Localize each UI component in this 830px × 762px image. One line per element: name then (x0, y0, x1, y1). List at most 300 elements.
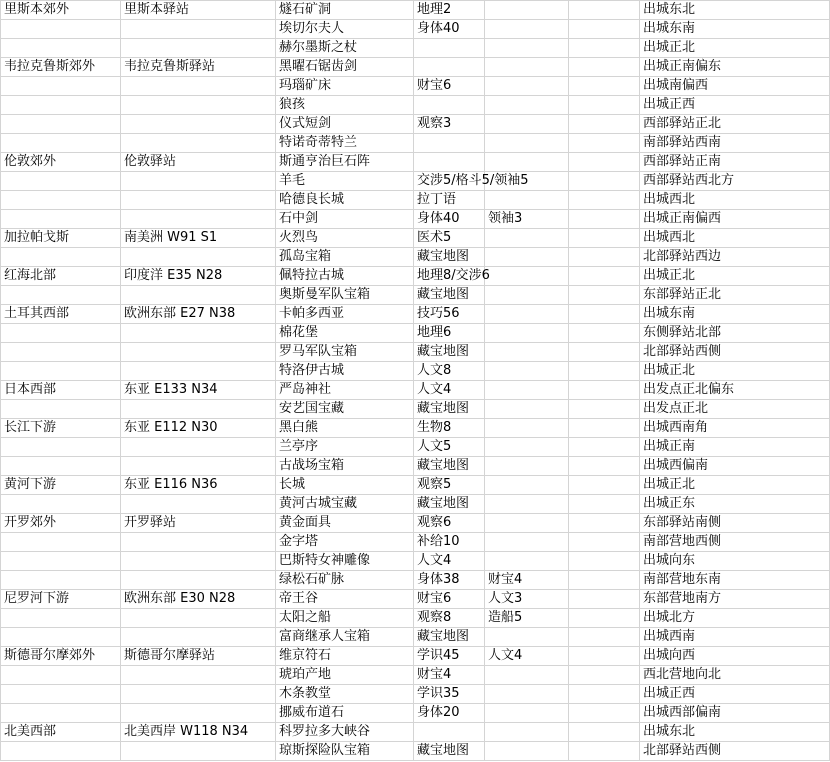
requirement-cell[interactable]: 财宝6 (414, 77, 485, 96)
region-cell[interactable] (1, 571, 121, 590)
discovery-cell[interactable]: 燧石矿洞 (276, 1, 414, 20)
requirement-cell[interactable]: 藏宝地图 (414, 628, 485, 647)
region-cell[interactable]: 斯德哥尔摩郊外 (1, 647, 121, 666)
extra-cell[interactable] (569, 552, 640, 571)
requirement2-cell[interactable] (485, 20, 569, 39)
location-cell[interactable]: 东部驿站南侧 (640, 514, 830, 533)
discovery-cell[interactable]: 安艺国宝藏 (276, 400, 414, 419)
extra-cell[interactable] (569, 457, 640, 476)
extra-cell[interactable] (569, 248, 640, 267)
region-cell[interactable]: 土耳其西部 (1, 305, 121, 324)
port-cell[interactable] (121, 134, 276, 153)
region-cell[interactable] (1, 39, 121, 58)
region-cell[interactable]: 韦拉克鲁斯郊外 (1, 58, 121, 77)
discovery-cell[interactable]: 特洛伊古城 (276, 362, 414, 381)
discovery-cell[interactable]: 仪式短剑 (276, 115, 414, 134)
requirement2-cell[interactable] (485, 248, 569, 267)
discovery-cell[interactable]: 孤岛宝箱 (276, 248, 414, 267)
port-cell[interactable] (121, 210, 276, 229)
extra-cell[interactable] (569, 704, 640, 723)
port-cell[interactable] (121, 685, 276, 704)
extra-cell[interactable] (569, 723, 640, 742)
discovery-cell[interactable]: 木条教堂 (276, 685, 414, 704)
requirement-cell[interactable]: 生物8 (414, 419, 485, 438)
extra-cell[interactable] (569, 58, 640, 77)
port-cell[interactable]: 韦拉克鲁斯驿站 (121, 58, 276, 77)
requirement-cell[interactable]: 藏宝地图 (414, 286, 485, 305)
port-cell[interactable] (121, 362, 276, 381)
table-row (1, 723, 830, 742)
discovery-cell[interactable]: 赫尔墨斯之杖 (276, 39, 414, 58)
requirement2-cell[interactable] (485, 381, 569, 400)
region-cell[interactable]: 里斯本郊外 (1, 1, 121, 20)
discovery-cell[interactable]: 特诺奇蒂特兰 (276, 134, 414, 153)
port-cell[interactable] (121, 533, 276, 552)
location-cell[interactable]: 出城正南偏西 (640, 210, 830, 229)
discovery-cell[interactable]: 火烈鸟 (276, 229, 414, 248)
table-row (1, 1, 830, 20)
port-cell[interactable]: 南美洲 W91 S1 (121, 229, 276, 248)
discovery-cell[interactable]: 琥珀产地 (276, 666, 414, 685)
location-cell[interactable]: 出城正西 (640, 96, 830, 115)
extra-cell[interactable] (569, 39, 640, 58)
requirement-cell[interactable] (414, 153, 485, 172)
table-row (1, 77, 830, 96)
discovery-cell[interactable]: 维京符石 (276, 647, 414, 666)
requirement2-cell[interactable] (485, 400, 569, 419)
requirement2-cell[interactable] (485, 1, 569, 20)
port-cell[interactable] (121, 343, 276, 362)
port-cell[interactable] (121, 172, 276, 191)
requirement-cell[interactable]: 藏宝地图 (414, 343, 485, 362)
requirement2-cell[interactable] (485, 552, 569, 571)
requirement2-cell[interactable]: 财宝4 (485, 571, 569, 590)
region-cell[interactable] (1, 685, 121, 704)
location-cell[interactable]: 出城正北 (640, 362, 830, 381)
table-row (1, 438, 830, 457)
requirement-cell[interactable]: 补给10 (414, 533, 485, 552)
requirement-cell[interactable] (414, 134, 485, 153)
port-cell[interactable]: 欧洲东部 E27 N38 (121, 305, 276, 324)
requirement-cell[interactable]: 观察6 (414, 514, 485, 533)
location-cell[interactable]: 出发点正北偏东 (640, 381, 830, 400)
port-cell[interactable] (121, 286, 276, 305)
requirement-cell[interactable] (414, 58, 485, 77)
port-cell[interactable] (121, 248, 276, 267)
extra-cell[interactable] (569, 400, 640, 419)
requirement-cell[interactable]: 人文5 (414, 438, 485, 457)
discovery-cell[interactable]: 斯通亨治巨石阵 (276, 153, 414, 172)
location-cell[interactable]: 出城东北 (640, 1, 830, 20)
discovery-cell[interactable]: 富商继承人宝箱 (276, 628, 414, 647)
discovery-cell[interactable]: 古战场宝箱 (276, 457, 414, 476)
location-cell[interactable]: 出城向东 (640, 552, 830, 571)
discovery-cell[interactable]: 兰亭序 (276, 438, 414, 457)
extra-cell[interactable] (569, 286, 640, 305)
port-cell[interactable]: 伦敦驿站 (121, 153, 276, 172)
discovery-cell[interactable]: 狼孩 (276, 96, 414, 115)
extra-cell[interactable] (569, 381, 640, 400)
region-cell[interactable] (1, 248, 121, 267)
requirement2-cell[interactable] (485, 742, 569, 761)
port-cell[interactable] (121, 400, 276, 419)
port-cell[interactable] (121, 457, 276, 476)
requirement-cell[interactable]: 拉丁语 (414, 191, 485, 210)
port-cell[interactable]: 开罗驿站 (121, 514, 276, 533)
extra-cell[interactable] (569, 191, 640, 210)
requirement2-cell[interactable] (485, 419, 569, 438)
discovery-cell[interactable]: 哈德良长城 (276, 191, 414, 210)
region-cell[interactable] (1, 438, 121, 457)
region-cell[interactable] (1, 20, 121, 39)
location-cell[interactable]: 东部营地南方 (640, 590, 830, 609)
region-cell[interactable] (1, 666, 121, 685)
requirement-cell[interactable]: 观察8 (414, 609, 485, 628)
port-cell[interactable]: 北美西岸 W118 N34 (121, 723, 276, 742)
table-row (1, 362, 830, 381)
region-cell[interactable] (1, 457, 121, 476)
port-cell[interactable] (121, 628, 276, 647)
region-cell[interactable] (1, 324, 121, 343)
region-cell[interactable] (1, 742, 121, 761)
requirement2-cell[interactable] (485, 115, 569, 134)
requirement2-cell[interactable]: 领袖3 (485, 210, 569, 229)
requirement2-cell[interactable] (485, 533, 569, 552)
region-cell[interactable]: 长江下游 (1, 419, 121, 438)
discovery-cell[interactable]: 严岛神社 (276, 381, 414, 400)
location-cell[interactable]: 出发点正北 (640, 400, 830, 419)
requirement-cell[interactable]: 财宝6 (414, 590, 485, 609)
port-cell[interactable] (121, 609, 276, 628)
location-cell[interactable]: 出城北方 (640, 609, 830, 628)
requirement-cell[interactable]: 藏宝地图 (414, 400, 485, 419)
location-cell[interactable]: 东侧驿站北部 (640, 324, 830, 343)
requirement2-cell[interactable] (485, 628, 569, 647)
location-cell[interactable]: 北部驿站西侧 (640, 742, 830, 761)
extra-cell[interactable] (569, 438, 640, 457)
discovery-cell[interactable]: 玛瑙矿床 (276, 77, 414, 96)
discovery-cell[interactable]: 黑白熊 (276, 419, 414, 438)
region-cell[interactable] (1, 172, 121, 191)
table-row (1, 609, 830, 628)
requirement2-cell[interactable] (485, 229, 569, 248)
requirement2-cell[interactable] (485, 134, 569, 153)
region-cell[interactable]: 红海北部 (1, 267, 121, 286)
extra-cell[interactable] (569, 476, 640, 495)
discovery-cell[interactable]: 卡帕多西亚 (276, 305, 414, 324)
grid-body (1, 1, 830, 761)
location-cell[interactable]: 出城正北 (640, 476, 830, 495)
extra-cell[interactable] (569, 514, 640, 533)
table-row (1, 647, 830, 666)
requirement-cell[interactable] (414, 96, 485, 115)
discovery-cell[interactable]: 石中剑 (276, 210, 414, 229)
location-cell[interactable]: 出城正北 (640, 39, 830, 58)
discovery-cell[interactable]: 金字塔 (276, 533, 414, 552)
extra-cell[interactable] (569, 305, 640, 324)
requirement-cell[interactable]: 交涉5/格斗5/领袖5 (414, 172, 485, 191)
requirement-cell[interactable]: 身体40 (414, 20, 485, 39)
port-cell[interactable] (121, 495, 276, 514)
requirement2-cell[interactable] (485, 704, 569, 723)
discovery-cell[interactable]: 奥斯曼军队宝箱 (276, 286, 414, 305)
requirement2-cell[interactable] (485, 39, 569, 58)
discovery-cell[interactable]: 帝王谷 (276, 590, 414, 609)
port-cell[interactable]: 斯德哥尔摩驿站 (121, 647, 276, 666)
location-cell[interactable]: 出城向西 (640, 647, 830, 666)
requirement2-cell[interactable] (485, 362, 569, 381)
region-cell[interactable] (1, 552, 121, 571)
table-row (1, 590, 830, 609)
extra-cell[interactable] (569, 134, 640, 153)
port-cell[interactable] (121, 742, 276, 761)
discovery-cell[interactable]: 埃切尔夫人 (276, 20, 414, 39)
requirement2-cell[interactable] (485, 153, 569, 172)
table-row (1, 153, 830, 172)
requirement2-cell[interactable] (485, 286, 569, 305)
port-cell[interactable] (121, 77, 276, 96)
region-cell[interactable] (1, 96, 121, 115)
region-cell[interactable] (1, 210, 121, 229)
requirement2-cell[interactable] (485, 457, 569, 476)
table-row (1, 628, 830, 647)
extra-cell[interactable] (569, 419, 640, 438)
region-cell[interactable]: 伦敦郊外 (1, 153, 121, 172)
table-row (1, 39, 830, 58)
region-cell[interactable] (1, 495, 121, 514)
discovery-cell[interactable]: 科罗拉多大峡谷 (276, 723, 414, 742)
extra-cell[interactable] (569, 571, 640, 590)
requirement2-cell[interactable] (485, 191, 569, 210)
region-cell[interactable] (1, 134, 121, 153)
location-cell[interactable]: 西部驿站正南 (640, 153, 830, 172)
location-cell[interactable]: 西部驿站西北方 (640, 172, 830, 191)
extra-cell[interactable] (569, 609, 640, 628)
port-cell[interactable] (121, 666, 276, 685)
region-cell[interactable]: 黄河下游 (1, 476, 121, 495)
port-cell[interactable] (121, 324, 276, 343)
location-cell[interactable]: 出城正北 (640, 267, 830, 286)
requirement2-cell[interactable] (485, 685, 569, 704)
port-cell[interactable] (121, 571, 276, 590)
requirement2-cell[interactable] (485, 476, 569, 495)
requirement-cell[interactable]: 身体40 (414, 210, 485, 229)
location-cell[interactable]: 出城正南偏东 (640, 58, 830, 77)
extra-cell[interactable] (569, 77, 640, 96)
region-cell[interactable]: 加拉帕戈斯 (1, 229, 121, 248)
location-cell[interactable]: 出城西南 (640, 628, 830, 647)
extra-cell[interactable] (569, 742, 640, 761)
region-cell[interactable] (1, 628, 121, 647)
location-cell[interactable]: 出城东南 (640, 305, 830, 324)
requirement2-cell[interactable] (485, 723, 569, 742)
port-cell[interactable] (121, 438, 276, 457)
port-cell[interactable] (121, 704, 276, 723)
extra-cell[interactable] (569, 343, 640, 362)
region-cell[interactable] (1, 609, 121, 628)
requirement-cell[interactable]: 藏宝地图 (414, 248, 485, 267)
region-cell[interactable] (1, 115, 121, 134)
requirement-cell[interactable]: 地理6 (414, 324, 485, 343)
requirement-cell[interactable]: 观察3 (414, 115, 485, 134)
table-row (1, 96, 830, 115)
location-cell[interactable]: 西北营地向北 (640, 666, 830, 685)
requirement2-cell[interactable] (485, 324, 569, 343)
location-cell[interactable]: 南部驿站西南 (640, 134, 830, 153)
requirement-cell[interactable]: 地理8/交涉6 (414, 267, 485, 286)
discovery-cell[interactable]: 罗马军队宝箱 (276, 343, 414, 362)
requirement-cell[interactable]: 学识45 (414, 647, 485, 666)
location-cell[interactable]: 出城西偏南 (640, 457, 830, 476)
requirement-cell[interactable]: 地理2 (414, 1, 485, 20)
extra-cell[interactable] (569, 267, 640, 286)
port-cell[interactable]: 东亚 E116 N36 (121, 476, 276, 495)
location-cell[interactable]: 南部营地东南 (640, 571, 830, 590)
region-cell[interactable] (1, 400, 121, 419)
requirement2-cell[interactable]: 人文4 (485, 647, 569, 666)
port-cell[interactable]: 欧洲东部 E30 N28 (121, 590, 276, 609)
extra-cell[interactable] (569, 20, 640, 39)
requirement-cell[interactable]: 学识35 (414, 685, 485, 704)
extra-cell[interactable] (569, 533, 640, 552)
extra-cell[interactable] (569, 115, 640, 134)
requirement2-cell[interactable] (485, 305, 569, 324)
requirement2-cell[interactable] (485, 514, 569, 533)
requirement-cell[interactable]: 观察5 (414, 476, 485, 495)
location-cell[interactable]: 出城西北 (640, 191, 830, 210)
region-cell[interactable] (1, 286, 121, 305)
extra-cell[interactable] (569, 362, 640, 381)
requirement2-cell[interactable] (485, 343, 569, 362)
extra-cell[interactable] (569, 685, 640, 704)
discovery-cell[interactable]: 太阳之船 (276, 609, 414, 628)
port-cell[interactable] (121, 552, 276, 571)
port-cell[interactable]: 东亚 E133 N34 (121, 381, 276, 400)
region-cell[interactable]: 北美西部 (1, 723, 121, 742)
region-cell[interactable]: 开罗郊外 (1, 514, 121, 533)
extra-cell[interactable] (569, 153, 640, 172)
table-row (1, 229, 830, 248)
extra-cell[interactable] (569, 647, 640, 666)
extra-cell[interactable] (569, 590, 640, 609)
requirement-cell[interactable]: 财宝4 (414, 666, 485, 685)
location-cell[interactable]: 出城南偏西 (640, 77, 830, 96)
location-cell[interactable]: 出城东南 (640, 20, 830, 39)
region-cell[interactable] (1, 533, 121, 552)
location-cell[interactable]: 出城正西 (640, 685, 830, 704)
requirement2-cell[interactable] (485, 96, 569, 115)
requirement2-cell[interactable] (485, 495, 569, 514)
discovery-cell[interactable]: 长城 (276, 476, 414, 495)
discovery-cell[interactable]: 挪威布道石 (276, 704, 414, 723)
discovery-cell[interactable]: 羊毛 (276, 172, 414, 191)
port-cell[interactable] (121, 39, 276, 58)
requirement2-cell[interactable] (485, 77, 569, 96)
region-cell[interactable] (1, 362, 121, 381)
table-row (1, 248, 830, 267)
extra-cell[interactable] (569, 628, 640, 647)
requirement2-cell[interactable]: 人文3 (485, 590, 569, 609)
port-cell[interactable] (121, 20, 276, 39)
requirement-cell[interactable]: 藏宝地图 (414, 457, 485, 476)
location-cell[interactable]: 出城西南角 (640, 419, 830, 438)
requirement2-cell[interactable] (485, 666, 569, 685)
port-cell[interactable] (121, 96, 276, 115)
port-cell[interactable]: 印度洋 E35 N28 (121, 267, 276, 286)
location-cell[interactable]: 出城西北 (640, 229, 830, 248)
region-cell[interactable]: 尼罗河下游 (1, 590, 121, 609)
discovery-cell[interactable]: 黄河古城宝藏 (276, 495, 414, 514)
requirement-cell[interactable] (414, 723, 485, 742)
requirement-cell[interactable]: 藏宝地图 (414, 495, 485, 514)
port-cell[interactable] (121, 115, 276, 134)
location-cell[interactable]: 出城西部偏南 (640, 704, 830, 723)
discovery-cell[interactable]: 棉花堡 (276, 324, 414, 343)
requirement-cell[interactable]: 医术5 (414, 229, 485, 248)
requirement-cell[interactable]: 人文8 (414, 362, 485, 381)
location-cell[interactable]: 出城正南 (640, 438, 830, 457)
port-cell[interactable] (121, 191, 276, 210)
discovery-cell[interactable]: 绿松石矿脉 (276, 571, 414, 590)
region-cell[interactable] (1, 77, 121, 96)
table-row (1, 400, 830, 419)
requirement-cell[interactable]: 藏宝地图 (414, 742, 485, 761)
extra-cell[interactable] (569, 96, 640, 115)
region-cell[interactable] (1, 343, 121, 362)
extra-cell[interactable] (569, 172, 640, 191)
port-cell[interactable]: 东亚 E112 N30 (121, 419, 276, 438)
table-row (1, 381, 830, 400)
requirement-cell[interactable]: 身体20 (414, 704, 485, 723)
requirement-cell[interactable]: 身体38 (414, 571, 485, 590)
extra-cell[interactable] (569, 666, 640, 685)
extra-cell[interactable] (569, 229, 640, 248)
requirement2-cell[interactable] (485, 58, 569, 77)
extra-cell[interactable] (569, 495, 640, 514)
location-cell[interactable]: 出城正东 (640, 495, 830, 514)
table-row (1, 552, 830, 571)
table-row (1, 191, 830, 210)
region-cell[interactable] (1, 191, 121, 210)
location-cell[interactable]: 南部营地西侧 (640, 533, 830, 552)
location-cell[interactable]: 西部驿站正北 (640, 115, 830, 134)
extra-cell[interactable] (569, 1, 640, 20)
requirement-cell[interactable] (414, 39, 485, 58)
requirement-cell[interactable]: 技巧56 (414, 305, 485, 324)
discovery-cell[interactable]: 巴斯特女神雕像 (276, 552, 414, 571)
extra-cell[interactable] (569, 324, 640, 343)
extra-cell[interactable] (569, 210, 640, 229)
requirement2-cell[interactable] (485, 438, 569, 457)
region-cell[interactable]: 日本西部 (1, 381, 121, 400)
table-row (1, 20, 830, 39)
requirement2-cell[interactable] (485, 267, 569, 286)
discovery-cell[interactable]: 黄金面具 (276, 514, 414, 533)
requirement-cell[interactable]: 人文4 (414, 381, 485, 400)
table-row (1, 172, 830, 191)
discovery-cell[interactable]: 佩特拉古城 (276, 267, 414, 286)
location-cell[interactable]: 东部驿站正北 (640, 286, 830, 305)
location-cell[interactable]: 北部驿站西边 (640, 248, 830, 267)
requirement-cell[interactable]: 人文4 (414, 552, 485, 571)
location-cell[interactable]: 北部驿站西侧 (640, 343, 830, 362)
location-cell[interactable]: 出城东北 (640, 723, 830, 742)
requirement2-cell[interactable]: 造船5 (485, 609, 569, 628)
discovery-cell[interactable]: 琼斯探险队宝箱 (276, 742, 414, 761)
discovery-cell[interactable]: 黑曜石锯齿剑 (276, 58, 414, 77)
region-cell[interactable] (1, 704, 121, 723)
port-cell[interactable]: 里斯本驿站 (121, 1, 276, 20)
